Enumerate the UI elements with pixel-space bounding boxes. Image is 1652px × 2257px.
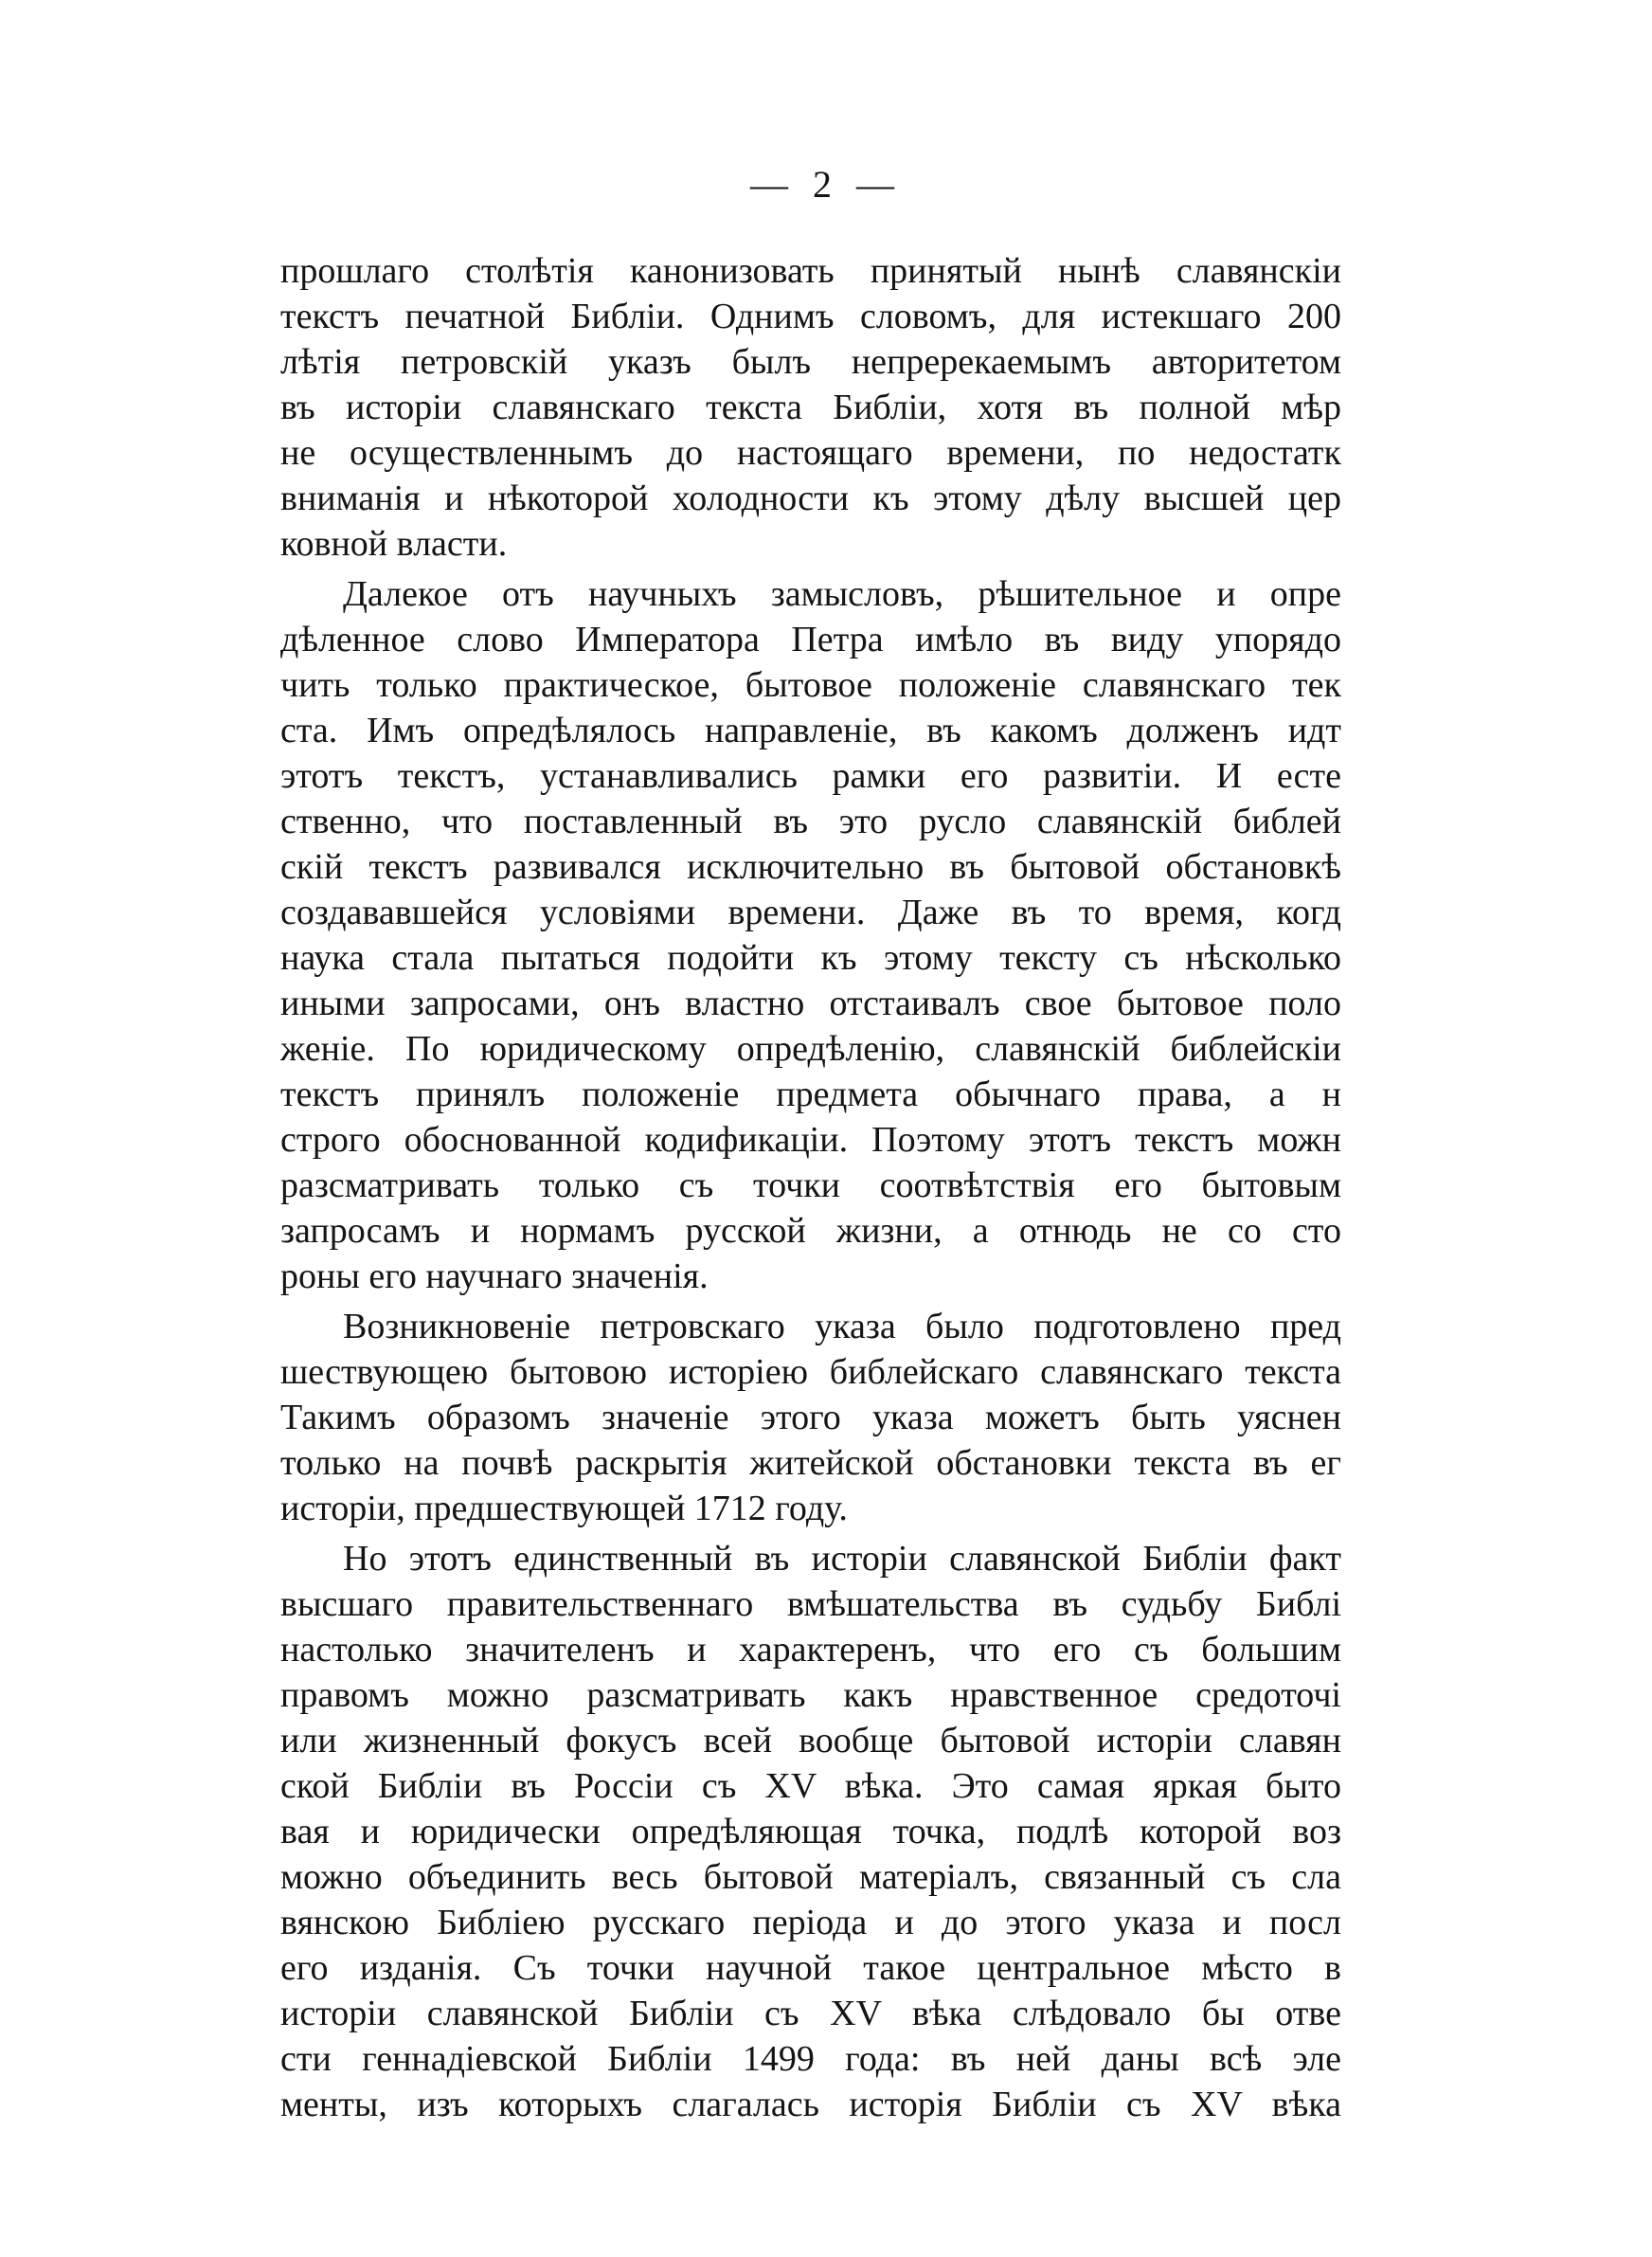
page-number: — 2 — — [750, 163, 902, 206]
text-line: или жизненный фокусъ всей вообще бытовой исторіи славян — [280, 1721, 1341, 1760]
text-line: женіе. По юридическому опредѣленію, славянскій библейскiи — [280, 1029, 1341, 1069]
text-line: ственно, что поставленный въ это русло славянскій библей — [280, 802, 1341, 841]
text-line: правомъ можно разсматривать какъ нравственное средоточі — [280, 1675, 1341, 1715]
text-line: прошлаго столѣтія канонизовать принятый нынѣ славянскiи — [280, 251, 1341, 291]
text-line: дѣленное слово Императора Петра имѣло въ виду упорядо — [280, 620, 1341, 659]
text-line: роны его научнаго значенія. — [280, 1256, 709, 1296]
text-line: настолько значителенъ и характеренъ, что его съ большим — [280, 1630, 1341, 1670]
text-line: ской Библіи въ Россіи съ XV вѣка. Это самая яркая быто — [280, 1766, 1341, 1806]
text-line: ста. Имъ опредѣлялось направленіе, въ какомъ долженъ идт — [280, 711, 1341, 750]
text-line: исторіи, предшествующей 1712 году. — [280, 1489, 848, 1528]
text-line: скій текстъ развивался исключительно въ бытовой обстановкѣ — [280, 847, 1341, 887]
text-line: не осуществленнымъ до настоящаго времени, по недостатк — [280, 433, 1341, 473]
text-line: менты, изъ которыхъ слагалась исторія Библіи съ XV вѣка — [280, 2085, 1341, 2124]
text-line: исторіи славянской Библіи съ XV вѣка слѣдовало бы отве — [280, 1994, 1341, 2033]
text-line: текстъ принялъ положеніе предмета обычнаго права, а н — [280, 1074, 1341, 1114]
text-line: въ исторіи славянскаго текста Библіи, хотя въ полной мѣр — [280, 388, 1341, 427]
text-line: лѣтія петровскій указъ былъ непререкаемымъ авторитетом — [280, 342, 1341, 382]
text-line: его изданія. Съ точки научной такое центральное мѣсто в — [280, 1948, 1341, 1988]
text-line: сти геннадіевской Библіи 1499 года: въ ней даны всѣ эле — [280, 2039, 1341, 2079]
text-line: Далекое отъ научныхъ замысловъ, рѣшительное и опре — [343, 574, 1341, 614]
text-line: создававшейся условіями времени. Даже въ то время, когд — [280, 893, 1341, 932]
text-line: чить только практическое, бытовое положеніе славянскаго тек — [280, 665, 1341, 705]
text-line: Такимъ образомъ значеніе этого указа можетъ быть уяснен — [280, 1398, 1341, 1437]
paragraph — [280, 571, 1341, 1299]
text-line: вая и юридически опредѣляющая точка, подлѣ которой воз — [280, 1812, 1341, 1851]
text-line: Возникновеніе петровскаго указа было подготовлено пред — [343, 1307, 1341, 1346]
text-line: этотъ текстъ, устанавливались рамки его развитіи. И есте — [280, 756, 1341, 796]
text-line: высшаго правительственнаго вмѣшательства въ судьбу Библi — [280, 1584, 1341, 1624]
text-line: вянскою Библіею русскаго періода и до этого указа и посл — [280, 1903, 1341, 1942]
text-line: только на почвѣ раскрытія житейской обстановки текста въ ег — [280, 1443, 1341, 1483]
text-line: можно объединить весь бытовой матеріалъ, связанный съ сла — [280, 1857, 1341, 1897]
paragraph — [280, 248, 1341, 567]
text-line: наука стала пытаться подойти къ этому тексту съ нѣсколько — [280, 938, 1341, 978]
text-line: шествующею бытовою исторіею библейскаго славянскаго текста — [280, 1352, 1341, 1392]
text-line: текстъ печатной Библіи. Однимъ словомъ, для истекшаго 200 — [280, 297, 1341, 336]
text-line: ковной власти. — [280, 524, 508, 564]
text-line: запросамъ и нормамъ русской жизни, а отнюдь не со сто — [280, 1211, 1341, 1251]
text-line: строго обоснованной кодификаціи. Поэтому этотъ текстъ можн — [280, 1120, 1341, 1160]
paragraph — [280, 1304, 1341, 1531]
text-line: иными запросами, онъ властно отстаивалъ свое бытовое поло — [280, 984, 1341, 1023]
text-line: Но этотъ единственный въ исторіи славянской Библіи факт — [343, 1539, 1341, 1579]
body-text — [280, 248, 1341, 2127]
text-line: вниманія и нѣкоторой холодности къ этому дѣлу высшей цер — [280, 478, 1341, 518]
paragraph — [280, 1536, 1341, 2127]
text-line: разсматривать только съ точки соотвѣтствія его бытовым — [280, 1165, 1341, 1205]
